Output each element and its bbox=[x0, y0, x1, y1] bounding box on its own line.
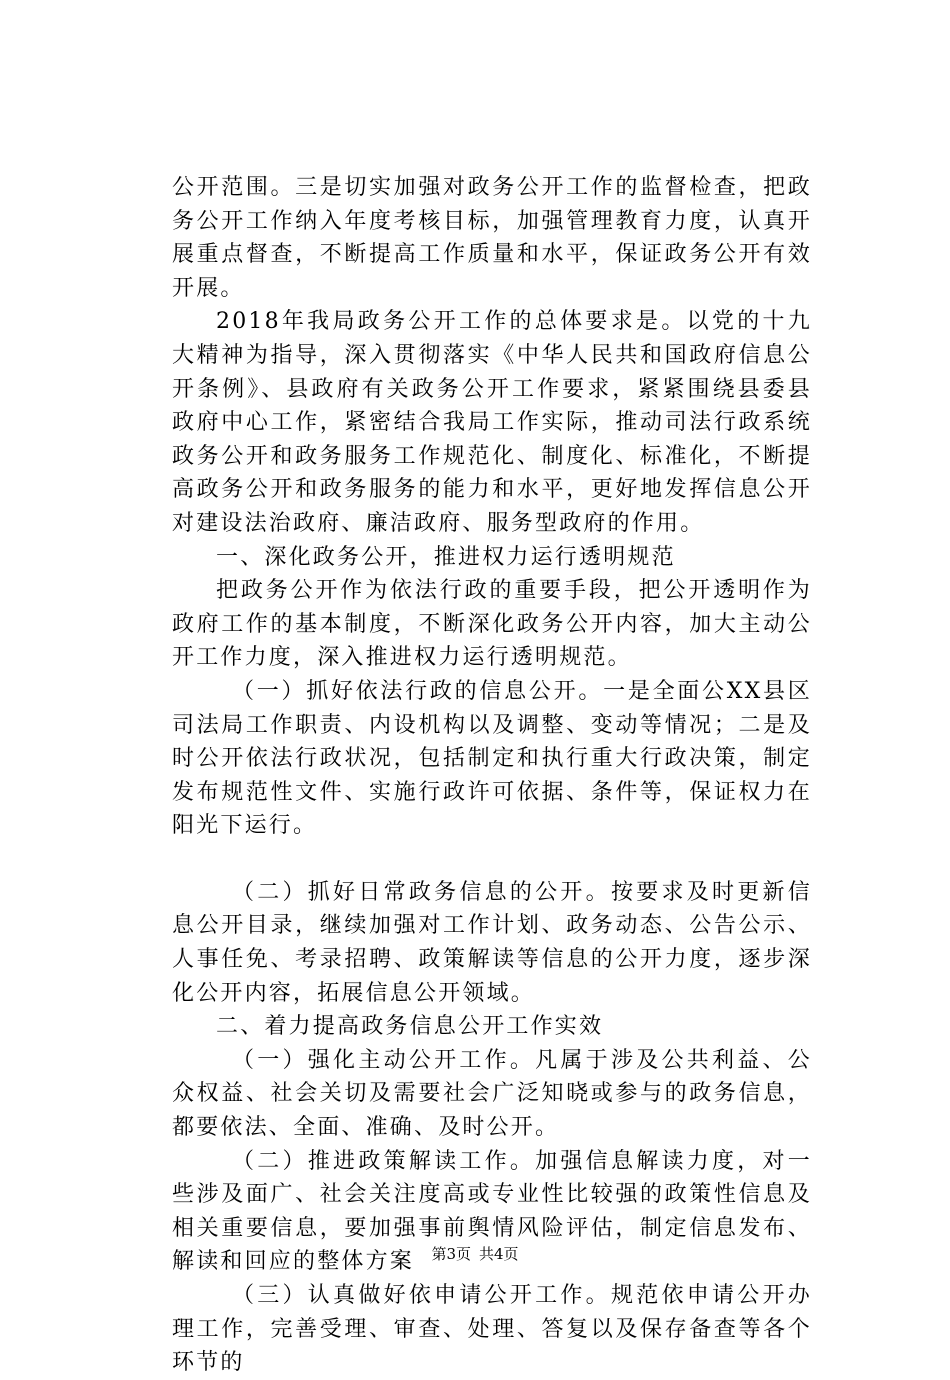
page-footer bbox=[0, 1244, 950, 1264]
page-number: 第3页 bbox=[431, 1245, 471, 1263]
paragraph: （三）认真做好依申请公开工作。规范依申请公开办理工作，完善受理、审查、处理、答复以及保存备查等各个环节的 bbox=[172, 1283, 812, 1376]
page-total: 共4页 bbox=[479, 1245, 519, 1263]
paragraph: （二）抓好日常政务信息的公开。按要求及时更新信息公开目录，继续加强对工作计划、政务动态、公告公示、人事任免、考录招聘、政策解读等信息的公开力度，逐步深化公开内容，拓展信息公开领域。 bbox=[172, 879, 812, 1006]
document-body bbox=[172, 171, 812, 1380]
paragraph: （一）抓好依法行政的信息公开。一是全面公XX县区司法局工作职责、内设机构以及调整、变动等情况；二是及时公开依法行政状况，包括制定和执行重大行政决策，制定发布规范性文件、实施行政许可依据、条件等，保证权力在阳光下运行。 bbox=[172, 678, 812, 839]
paragraph: （一）强化主动公开工作。凡属于涉及公共利益、公众权益、社会关切及需要社会广泛知晓或参与的政务信息，都要依法、全面、准确、及时公开。 bbox=[172, 1047, 812, 1141]
section-heading: 二、着力提高政务信息公开工作实效 bbox=[216, 1014, 604, 1040]
paragraph: 公开范围。三是切实加强对政务公开工作的监督检查，把政务公开工作纳入年度考核目标，加强管理教育力度，认真开展重点督查，不断提高工作质量和水平，保证政务公开有效开展。 bbox=[172, 175, 812, 301]
paragraph: 把政务公开作为依法行政的重要手段，把公开透明作为政府工作的基本制度，不断深化政务公开内容，加大主动公开工作力度，深入推进权力运行透明规范。 bbox=[172, 578, 812, 671]
paragraph: （二）推进政策解读工作。加强信息解读力度，对一些涉及面广、社会关注度高或专业性比较强的政策性信息及相关重要信息，要加强事前舆情风险评估，制定信息发布、解读和回应的整体方案 bbox=[172, 1148, 812, 1275]
section-heading: 一、深化政务公开，推进权力运行透明规范 bbox=[216, 544, 676, 570]
paragraph: 2018年我局政务公开工作的总体要求是。以党的十九大精神为指导，深入贯彻落实《中华人民共和国政府信息公开条例》、县政府有关政务公开工作要求，紧紧围绕县委县政府中心工作，紧密结合我局工作实际，推动司法行政系统政务公开和政务服务工作规范化、制度化、标准化，不断提高政务公开和政务服务的能力和水平，更好地发挥信息公开对建设法治政府、廉洁政府、服务型政府的作用。 bbox=[172, 309, 812, 536]
